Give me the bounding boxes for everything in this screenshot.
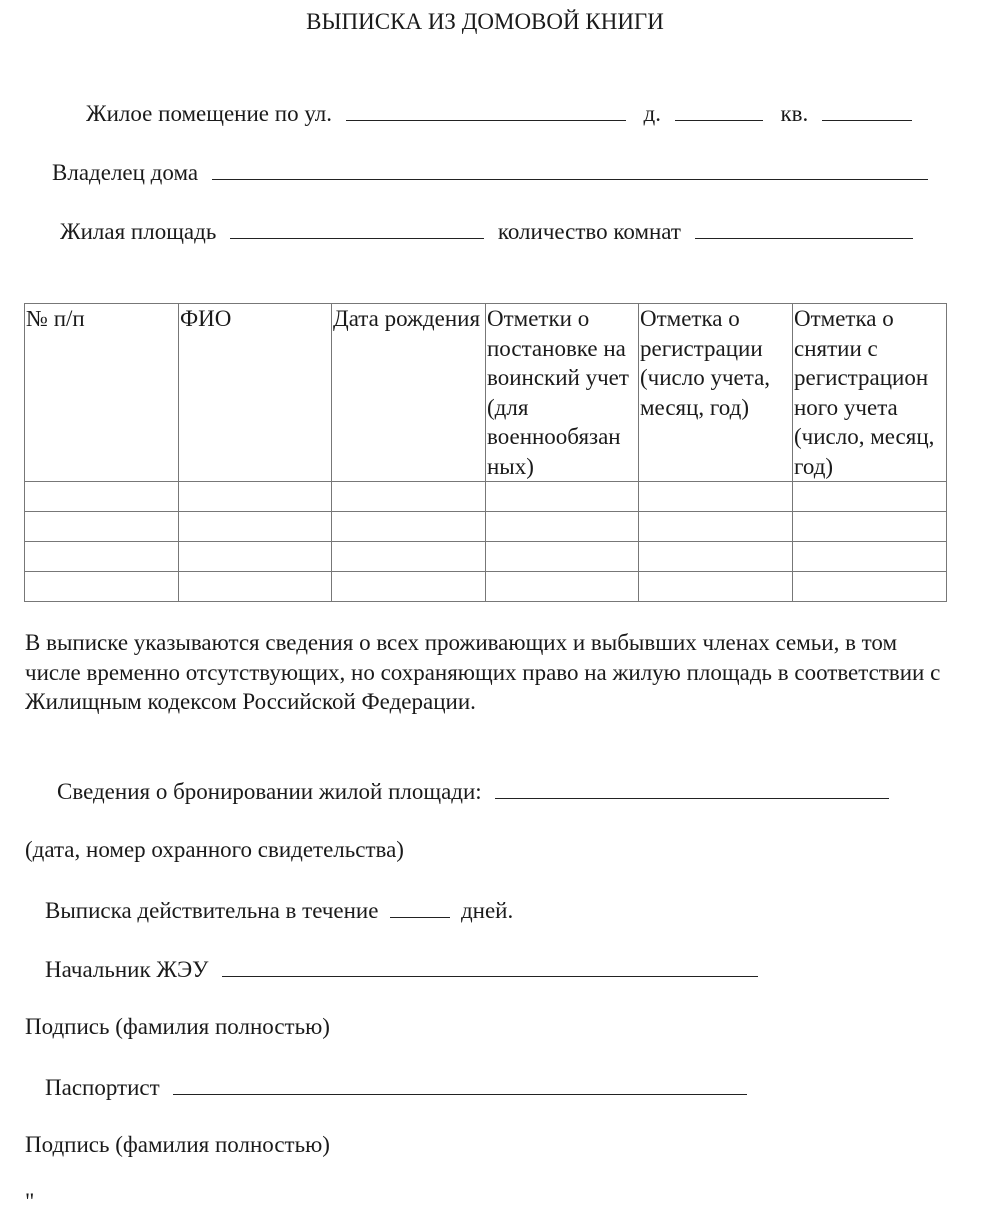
- table-cell[interactable]: [639, 542, 793, 572]
- header-deregistration-mark: Отметка о снятии с регистрацион ного учета (число, месяц, год): [793, 304, 947, 482]
- passport-label: Паспортист: [45, 1075, 160, 1100]
- table-cell[interactable]: [25, 542, 179, 572]
- residents-table: [24, 303, 947, 602]
- passport-signature-hint: Подпись (фамилия полностью): [25, 1132, 330, 1157]
- validity-row: [45, 895, 513, 925]
- area-label: Жилая площадь: [60, 219, 217, 244]
- explanatory-note: В выписке указываются сведения о всех проживающих и выбывших членах семьи, в том числе временно отсутствующих, но сохраняющих право на жилую площадь в соответствии с Жилищным кодексом Российской Федерации.: [25, 630, 941, 714]
- head-row: [45, 954, 758, 984]
- house-field[interactable]: [675, 98, 763, 121]
- table-row: [25, 512, 947, 542]
- head-signature-hint: Подпись (фамилия полностью): [25, 1014, 330, 1039]
- validity-prefix: Выписка действительна в течение: [45, 898, 379, 923]
- passport-signature-field[interactable]: [173, 1072, 747, 1095]
- validity-days-field[interactable]: [390, 895, 450, 918]
- table-cell[interactable]: [486, 542, 639, 572]
- table-cell[interactable]: [332, 512, 486, 542]
- table-header-row: [25, 304, 947, 482]
- table-cell[interactable]: [179, 542, 332, 572]
- reservation-hint: (дата, номер охранного свидетельства): [25, 837, 404, 862]
- address-row: [86, 98, 912, 128]
- table-cell[interactable]: [332, 542, 486, 572]
- table-cell[interactable]: [25, 512, 179, 542]
- rooms-field[interactable]: [695, 216, 913, 239]
- area-row: [60, 216, 913, 246]
- table-row: [25, 482, 947, 512]
- table-cell[interactable]: [25, 482, 179, 512]
- table-cell[interactable]: [179, 512, 332, 542]
- table-cell[interactable]: [793, 482, 947, 512]
- rooms-label: количество комнат: [497, 219, 681, 244]
- table-cell[interactable]: [793, 572, 947, 602]
- header-full-name: ФИО: [179, 304, 332, 482]
- header-registration-mark: Отметка о регистрации (число учета, месяц, год): [639, 304, 793, 482]
- table-row: [25, 572, 947, 602]
- trailing-mark: ": [25, 1189, 35, 1214]
- reservation-label: Сведения о бронировании жилой площади:: [57, 779, 482, 804]
- table-row: [25, 542, 947, 572]
- table-cell[interactable]: [639, 572, 793, 602]
- owner-row: [52, 157, 928, 187]
- table-cell[interactable]: [179, 482, 332, 512]
- owner-label: Владелец дома: [52, 160, 199, 185]
- area-field[interactable]: [230, 216, 484, 239]
- validity-suffix: дней.: [460, 898, 514, 923]
- head-signature-field[interactable]: [222, 954, 758, 977]
- table-cell[interactable]: [793, 512, 947, 542]
- owner-field[interactable]: [212, 157, 928, 180]
- head-label: Начальник ЖЭУ: [45, 957, 209, 982]
- document-title: ВЫПИСКА ИЗ ДОМОВОЙ КНИГИ: [306, 9, 664, 34]
- table-cell[interactable]: [639, 482, 793, 512]
- table-cell[interactable]: [639, 512, 793, 542]
- reservation-field[interactable]: [495, 776, 889, 799]
- apartment-label: кв.: [780, 101, 809, 126]
- street-field[interactable]: [346, 98, 626, 121]
- passport-row: [45, 1072, 747, 1102]
- table-cell[interactable]: [486, 572, 639, 602]
- header-birth-date: Дата рождения: [332, 304, 486, 482]
- table-cell[interactable]: [179, 572, 332, 602]
- table-cell[interactable]: [25, 572, 179, 602]
- header-number: № п/п: [25, 304, 179, 482]
- reservation-row: [57, 776, 889, 806]
- street-label: Жилое помещение по ул.: [86, 101, 333, 126]
- table-cell[interactable]: [332, 572, 486, 602]
- table-cell[interactable]: [486, 482, 639, 512]
- apartment-field[interactable]: [822, 98, 912, 121]
- header-military-registration: Отметки о постановке на воинский учет (для военнообязан ных): [486, 304, 639, 482]
- table-cell[interactable]: [486, 512, 639, 542]
- table-cell[interactable]: [793, 542, 947, 572]
- house-label: д.: [643, 101, 661, 126]
- table-cell[interactable]: [332, 482, 486, 512]
